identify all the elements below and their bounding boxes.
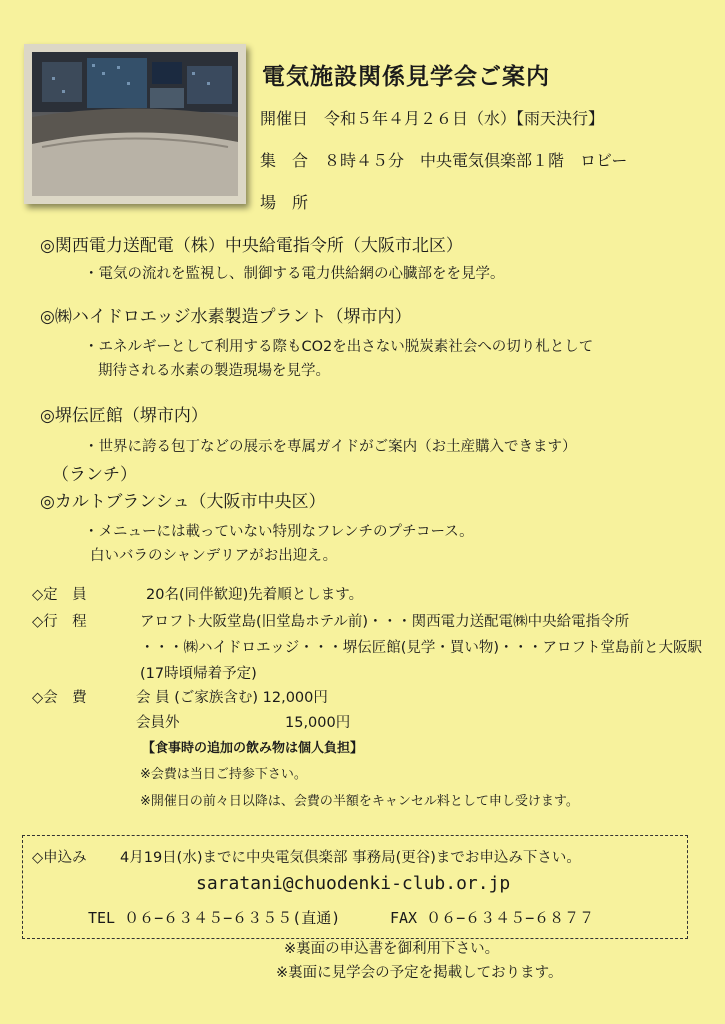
site-1-desc: ・電気の流れを監視し、制御する電力供給網の心臓部をを見学。 bbox=[84, 266, 505, 282]
apply-label: ◇申込み bbox=[32, 850, 87, 866]
drinks-note: 【食事時の追加の飲み物は個人負担】 bbox=[142, 741, 364, 756]
footer-note-1: ※裏面の申込書を御利用下さい。 bbox=[284, 941, 500, 957]
page-title: 電気施設関係見学会ご案内 bbox=[262, 64, 550, 90]
fee-member: 会 員 (ご家族含む) 12,000円 bbox=[136, 690, 328, 706]
site-1-name: ◎関西電力送配電（株）中央給電指令所（大阪市北区） bbox=[40, 236, 463, 256]
site-2-desc-1: ・エネルギーとして利用する際もCO2を出さない脱炭素社会への切り札として bbox=[84, 339, 594, 355]
control-room-illustration bbox=[32, 52, 238, 196]
fax-number: FAX ０６−６３４５−６８７７ bbox=[390, 909, 595, 927]
site-2-name: ◎㈱ハイドロエッジ水素製造プラント（堺市内） bbox=[40, 307, 412, 327]
contact-email[interactable]: saratani@chuodenki-club.or.jp bbox=[196, 873, 511, 894]
site-4-name: ◎カルトブランシュ（大阪市中央区） bbox=[40, 492, 326, 512]
control-room-photo bbox=[24, 44, 246, 204]
place-label: 場 所 bbox=[260, 193, 309, 212]
phone-number: TEL ０６−６３４５−６３５５(直通) bbox=[88, 909, 341, 927]
fee-nonmember-label: 会員外 bbox=[136, 715, 180, 731]
fee-label: ◇会 費 bbox=[32, 690, 87, 706]
lunch-label: （ランチ） bbox=[52, 465, 137, 485]
fee-note-2: ※開催日の前々日以降は、会費の半額をキャンセル料として申し受けます。 bbox=[140, 794, 579, 809]
fee-note-1: ※会費は当日ご持参下さい。 bbox=[140, 767, 307, 782]
fee-nonmember-value: 15,000円 bbox=[285, 715, 351, 731]
site-4-desc-2: 白いバラのシャンデリアがお出迎え。 bbox=[90, 548, 338, 564]
event-date: 開催日 令和５年４月２６日（水）【雨天決行】 bbox=[260, 109, 605, 128]
capacity-label: ◇定 員 bbox=[32, 587, 87, 603]
itinerary-label: ◇行 程 bbox=[32, 614, 87, 630]
capacity-value: 20名(同伴歓迎)先着順とします。 bbox=[146, 587, 364, 603]
site-2-desc-2: 期待される水素の製造現場を見学。 bbox=[98, 363, 330, 379]
itinerary-line-3: (17時頃帰着予定) bbox=[140, 666, 257, 682]
site-4-desc-1: ・メニューには載っていない特別なフレンチのプチコース。 bbox=[84, 524, 474, 540]
photo-image bbox=[32, 52, 238, 196]
footer-note-2: ※裏面に見学会の予定を掲載しております。 bbox=[276, 965, 563, 981]
itinerary-line-1: アロフト大阪堂島(旧堂島ホテル前)・・・関西電力送配電㈱中央給電指令所 bbox=[140, 614, 630, 630]
meeting-point: 集 合 ８時４５分 中央電気倶楽部１階 ロビー bbox=[260, 151, 628, 170]
itinerary-line-2: ・・・㈱ハイドロエッジ・・・堺伝匠館(見学・買い物)・・・アロフト堂島前と大阪駅 bbox=[140, 640, 703, 656]
apply-deadline-text: 4月19日(水)までに中央電気倶楽部 事務局(更谷)までお申込み下さい。 bbox=[120, 850, 581, 866]
site-3-name: ◎堺伝匠館（堺市内） bbox=[40, 406, 208, 426]
site-3-desc: ・世界に誇る包丁などの展示を専属ガイドがご案内（お土産購入できます） bbox=[84, 439, 577, 455]
